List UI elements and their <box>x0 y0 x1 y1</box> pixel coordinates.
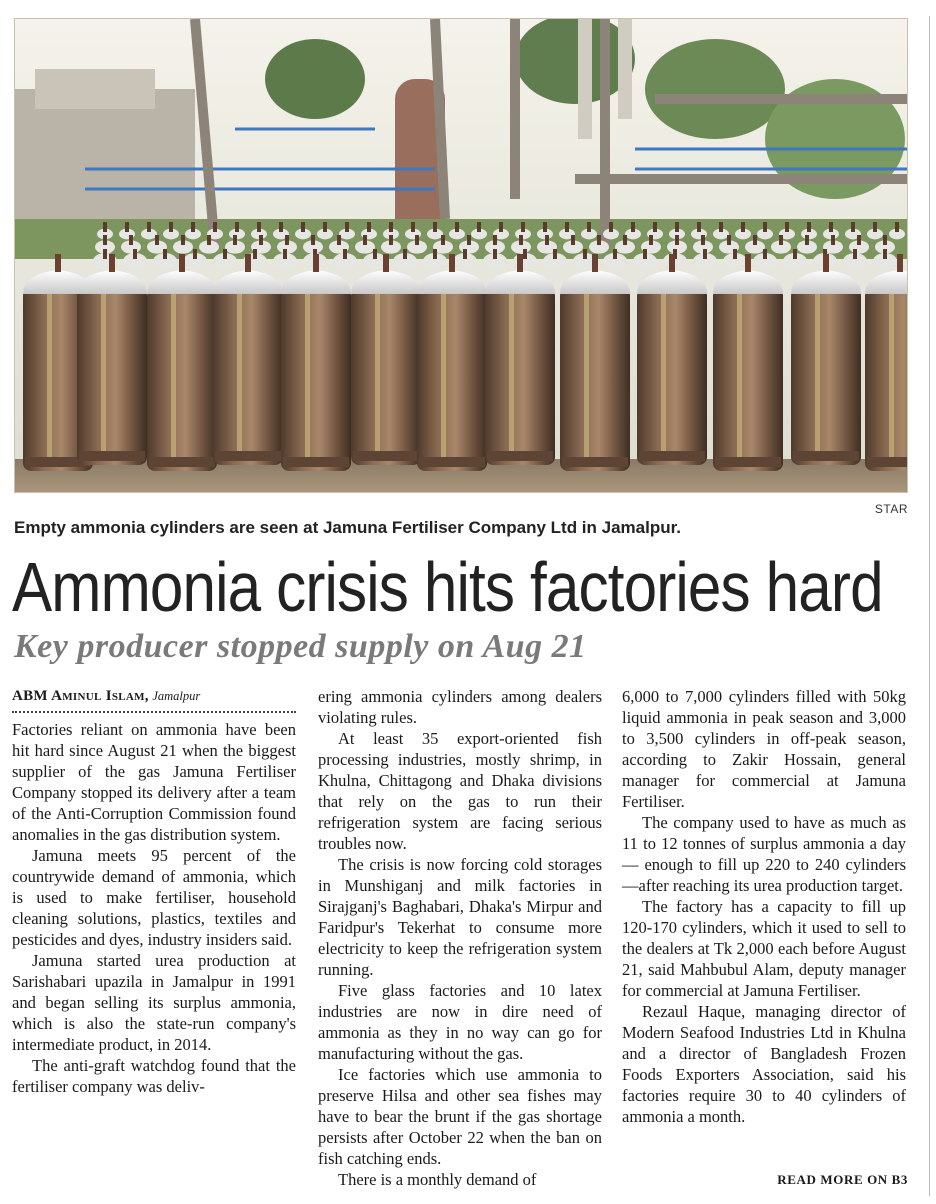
background-cylinder-valve <box>373 249 377 259</box>
ammonia-cylinder <box>713 288 783 471</box>
background-cylinder-valve <box>883 249 887 259</box>
cylinder-valve <box>55 254 61 272</box>
background-cylinder-valve <box>103 235 107 245</box>
paragraph: There is a monthly demand of <box>338 1170 537 1189</box>
background-cylinder-valve <box>367 222 371 232</box>
paragraph: Factories reliant on ammonia have been hit hard since August 21 when the biggest supplier of the gas Jamuna Fertiliser Company stopped its delivery after a team of the Anti-Corruption Commission found anomalies in the gas distribution system. <box>12 720 296 844</box>
ammonia-cylinder <box>417 288 487 471</box>
cylinder-stripe <box>375 294 380 455</box>
background-cylinder-valve <box>703 249 707 259</box>
background-cylinder-valve <box>653 222 657 232</box>
background-cylinder-valve <box>807 222 811 232</box>
ammonia-cylinder <box>791 288 861 465</box>
background-cylinder-valve <box>895 222 899 232</box>
read-more-link[interactable]: READ MORE ON B3 <box>777 1172 908 1187</box>
cylinder-foot-ring <box>215 451 281 461</box>
paragraph: Five glass factories and 10 latex industries are now in dire need of ammonia as they in no way can go for manufacturing without the gas. <box>318 981 602 1063</box>
background-cylinder-valve <box>763 222 767 232</box>
cylinder-stripe <box>509 294 514 455</box>
background-cylinder-valve <box>763 249 767 259</box>
background-cylinder-valve <box>193 249 197 259</box>
background-cylinder-valve <box>793 249 797 259</box>
background-cylinder-valve <box>675 222 679 232</box>
headline: Ammonia crisis hits factories hard <box>12 548 883 626</box>
background-cylinder-valve <box>523 249 527 259</box>
background-cylinder-valve <box>521 222 525 232</box>
paragraph: The factory has a capacity to fill up 120-170 cylinders, which it used to sell to the dealers at Tk 2,000 each before August 21, said Mahbubul Alam, deputy manager for commercial at Jamuna Fertiliser. <box>622 897 906 1000</box>
cylinder-valve <box>592 254 598 272</box>
cylinder-stripe <box>584 294 589 461</box>
paragraph: ering ammonia cylinders among dealers violating rules. <box>318 687 602 727</box>
cylinder-valve <box>449 254 455 272</box>
background-cylinder-valve <box>719 222 723 232</box>
news-photo <box>14 18 908 493</box>
cylinder-valve <box>245 254 251 272</box>
background-cylinder-valve <box>499 222 503 232</box>
ammonia-cylinder <box>351 288 421 465</box>
background-cylinder-valve <box>207 235 211 245</box>
byline-divider <box>12 709 296 713</box>
background-cylinder-valve <box>697 222 701 232</box>
background-cylinder-valve <box>467 235 471 245</box>
paragraph: Rezaul Haque, managing director of Modern Seafood Industries Ltd in Khulna and a director of Bangladesh Frozen Foods Exporters Association, said his factories require 30 to 40 cylinders of ammonia a month. <box>622 1002 906 1126</box>
background-cylinder-valve <box>643 249 647 259</box>
background-cylinder-valve <box>741 222 745 232</box>
background-cylinder-valve <box>169 222 173 232</box>
background-cylinder-valve <box>571 235 575 245</box>
byline <box>12 686 296 707</box>
background-cylinder-valve <box>565 222 569 232</box>
paragraph: At least 35 export-oriented fish processing industries, mostly shrimp, in Khulna, Chittagong and Dhaka divisions that rely on the gas to run their refrigeration system are facing serious troubles now. <box>318 729 602 853</box>
background-cylinder-valve <box>223 249 227 259</box>
background-cylinder-valve <box>343 249 347 259</box>
photo-credit: STAR <box>874 502 908 516</box>
paragraph: Jamuna meets 95 percent of the countrywide demand of ammonia, which is used to make fertiliser, household cleaning solutions, plastics, textiles and pesticides and dyes, industry insiders said. <box>12 846 296 949</box>
cylinder-valve <box>823 254 829 272</box>
cylinder-foot-ring <box>562 457 628 467</box>
background-cylinder-valve <box>191 222 195 232</box>
ammonia-cylinder <box>213 288 283 465</box>
cylinder-stripe <box>661 294 666 455</box>
background-cylinder-valve <box>753 235 757 245</box>
background-cylinder-valve <box>311 235 315 245</box>
paragraph: 6,000 to 7,000 cylinders filled with 50kg liquid ammonia in peak season and 3,000 to 3,500 cylinders in off-peak season, according to Zakir Hossain, general manager for commercial at Jamuna Fertiliser. <box>622 687 906 811</box>
cylinder-stripe <box>237 294 242 455</box>
background-cylinder-valve <box>733 249 737 259</box>
background-cylinder-valve <box>701 235 705 245</box>
cylinder-foot-ring <box>639 451 705 461</box>
cylinder-valve <box>897 254 903 272</box>
background-cylinder-valve <box>129 235 133 245</box>
background-cylinder-valve <box>649 235 653 245</box>
cylinder-stripe <box>441 294 446 461</box>
cylinder-foot-ring <box>353 451 419 461</box>
background-cylinder-valve <box>147 222 151 232</box>
background-cylinder-valve <box>493 235 497 245</box>
background-cylinder-valve <box>345 222 349 232</box>
ammonia-cylinder <box>637 288 707 465</box>
background-cylinder-valve <box>433 249 437 259</box>
paragraph: The company used to have as much as 11 to 12 tonnes of surplus ammonia a day— enough to fill up 220 to 240 cylinders—after reaching its urea production target. <box>622 813 906 895</box>
background-cylinder-valve <box>259 235 263 245</box>
background-cylinder-valve <box>873 222 877 232</box>
background-cylinder-valve <box>415 235 419 245</box>
cylinder-valve <box>517 254 523 272</box>
background-cylinder-valve <box>411 222 415 232</box>
cylinder-foot-ring <box>487 451 553 461</box>
background-cylinder-valve <box>389 222 393 232</box>
background-cylinder-valve <box>545 235 549 245</box>
cylinder-foot-ring <box>715 457 781 467</box>
background-cylinder-valve <box>675 235 679 245</box>
background-cylinder-valve <box>583 249 587 259</box>
background-cylinder-valve <box>181 235 185 245</box>
background-cylinder-valve <box>103 222 107 232</box>
cylinder-valve <box>313 254 319 272</box>
subheadline: Key producer stopped supply on Aug 21 <box>14 628 587 665</box>
paragraph: The anti-graft watchdog found that the fertiliser company was deliv- <box>12 1056 296 1096</box>
background-cylinder-valve <box>253 249 257 259</box>
background-cylinder-valve <box>213 222 217 232</box>
cylinder-stripe <box>101 294 106 455</box>
background-cylinder-valve <box>337 235 341 245</box>
background-cylinder-valve <box>363 235 367 245</box>
cylinder-stripe <box>889 294 894 461</box>
page-edge-rule <box>929 16 930 1196</box>
background-cylinder-valve <box>543 222 547 232</box>
background-cylinder-valve <box>587 222 591 232</box>
article-column-2 <box>318 686 602 1190</box>
cylinder-valve <box>109 254 115 272</box>
ammonia-cylinder <box>485 288 555 465</box>
background-cylinder-valve <box>433 222 437 232</box>
background-cylinder-valve <box>553 249 557 259</box>
background-cylinder-valve <box>455 222 459 232</box>
background-cylinder-valve <box>493 249 497 259</box>
background-cylinder-valve <box>441 235 445 245</box>
ammonia-cylinder <box>865 288 907 471</box>
background-cylinder-valve <box>285 235 289 245</box>
background-cylinder-valve <box>301 222 305 232</box>
background-cylinder-valve <box>883 235 887 245</box>
cylinder-stripe <box>305 294 310 461</box>
cylinder-foot-ring <box>79 451 145 461</box>
background-cylinder-valve <box>597 235 601 245</box>
background-cylinder-valve <box>403 249 407 259</box>
background-cylinder-valve <box>779 235 783 245</box>
background-cylinder-valve <box>829 222 833 232</box>
background-cylinder-valve <box>463 249 467 259</box>
ammonia-cylinder <box>281 288 351 471</box>
cylinder-foot-ring <box>149 457 215 467</box>
cylinder-foot-ring <box>793 451 859 461</box>
ammonia-cylinder <box>147 288 217 471</box>
background-cylinder-valve <box>805 235 809 245</box>
cylinder-valve <box>745 254 751 272</box>
background-cylinder-valve <box>613 249 617 259</box>
background-cylinder-valve <box>389 235 393 245</box>
background-cylinder-valve <box>133 249 137 259</box>
background-cylinder-valve <box>103 249 107 259</box>
background-cylinder-valve <box>727 235 731 245</box>
byline-location: Jamalpur <box>152 689 201 703</box>
background-cylinder-valve <box>155 235 159 245</box>
byline-author: ABM Aminul Islam, <box>12 688 149 704</box>
ammonia-cylinder <box>560 288 630 471</box>
cylinder-valve <box>383 254 389 272</box>
paragraph: Jamuna started urea production at Sarishabari upazila in Jamalpur in 1991 and began selling its surplus ammonia, which is also the state-run company's intermediate product, in 2014. <box>12 951 296 1054</box>
cylinder-foot-ring <box>283 457 349 467</box>
background-cylinder-valve <box>851 222 855 232</box>
cylinder-stripe <box>171 294 176 461</box>
background-cylinder-valve <box>623 235 627 245</box>
background-cylinder-valve <box>853 249 857 259</box>
cylinder-valve <box>669 254 675 272</box>
cylinder-foot-ring <box>419 457 485 467</box>
background-cylinder-valve <box>283 249 287 259</box>
background-cylinder-valve <box>125 222 129 232</box>
cylinder-stripe <box>737 294 742 461</box>
background-cylinder-valve <box>233 235 237 245</box>
article-column-1 <box>12 686 296 1097</box>
background-cylinder-valve <box>519 235 523 245</box>
background-cylinder-valve <box>235 222 239 232</box>
ammonia-cylinder <box>77 288 147 465</box>
background-cylinder-valve <box>257 222 261 232</box>
cylinder-valve <box>179 254 185 272</box>
cylinder-stripe <box>47 294 52 461</box>
background-cylinder-valve <box>785 222 789 232</box>
background-cylinder-valve <box>279 222 283 232</box>
cylinder-stripe <box>815 294 820 455</box>
paragraph: Ice factories which use ammonia to preserve Hilsa and other sea fishes may have to bear the brunt if the gas shortage persists after October 22 when the ban on fish catching ends. <box>318 1065 602 1168</box>
article-column-3 <box>622 686 906 1127</box>
background-cylinder-valve <box>477 222 481 232</box>
background-cylinder-valve <box>631 222 635 232</box>
cylinder-foot-ring <box>867 457 907 467</box>
photo-caption: Empty ammonia cylinders are seen at Jamuna Fertiliser Company Ltd in Jamalpur. <box>14 518 682 537</box>
background-cylinder-valve <box>857 235 861 245</box>
background-cylinder-valve <box>323 222 327 232</box>
background-cylinder-valve <box>609 222 613 232</box>
paragraph: The crisis is now forcing cold storages in Munshiganj and milk factories in Sirajganj's Baghabari, Dhaka's Mirpur and Faridpur's Tekerhat to consume more electricity to keep the refrigeration system running. <box>318 855 602 979</box>
background-cylinder-valve <box>163 249 167 259</box>
background-cylinder-valve <box>831 235 835 245</box>
